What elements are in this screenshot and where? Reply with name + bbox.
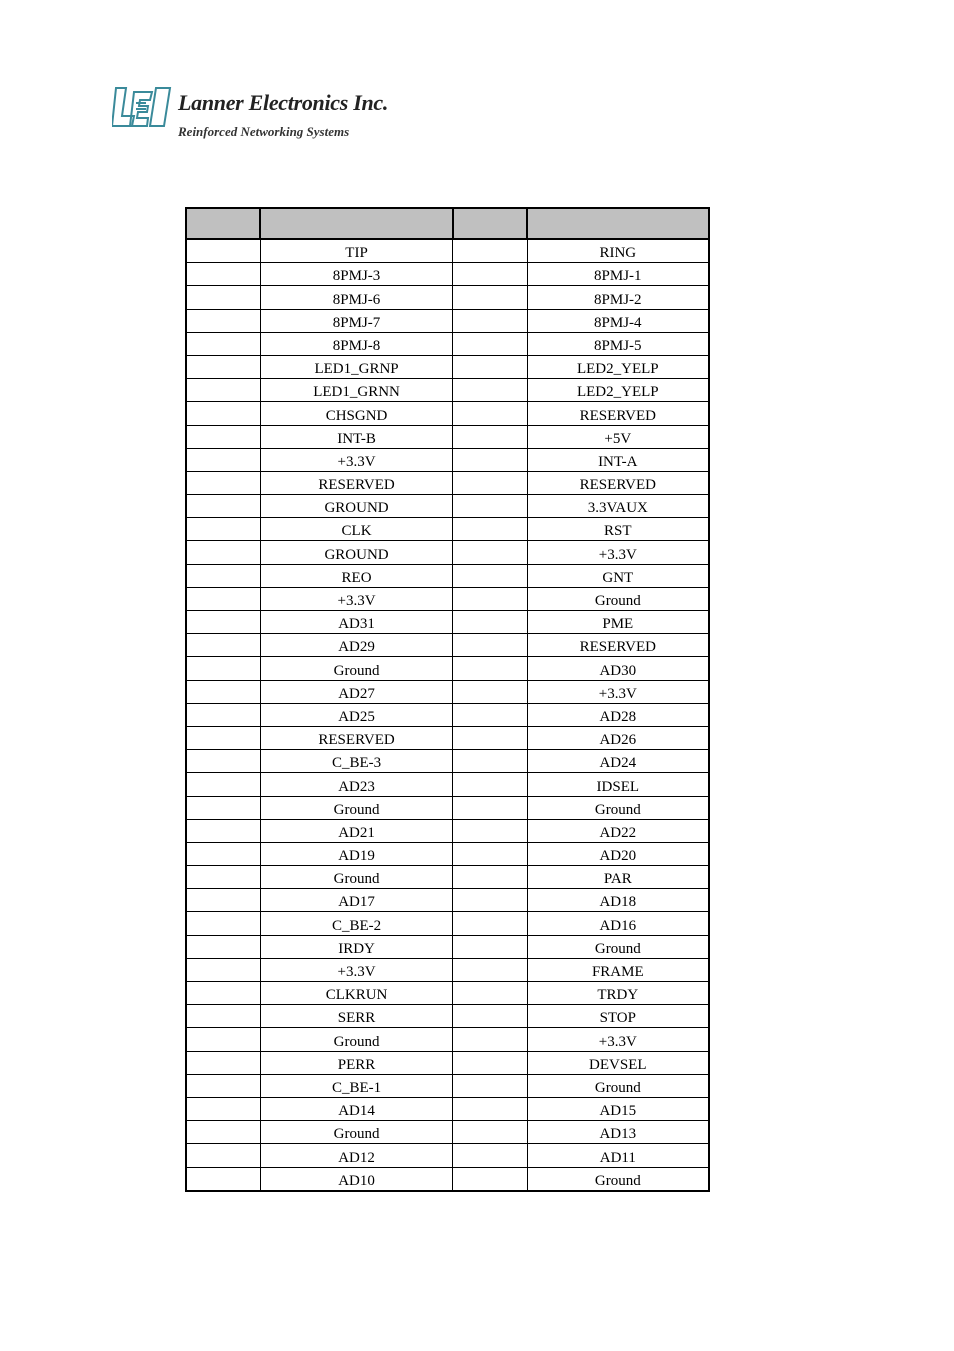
table-cell: IRDY [260, 935, 453, 958]
table-cell [453, 587, 527, 610]
table-row [186, 1144, 709, 1167]
table-cell [453, 541, 527, 564]
table-cell: AD21 [260, 819, 453, 842]
table-cell: Ground [527, 935, 709, 958]
table-cell [453, 750, 527, 773]
table-row [186, 448, 709, 471]
table-cell [453, 309, 527, 332]
table-cell: INT-A [527, 448, 709, 471]
table-cell: CLKRUN [260, 982, 453, 1005]
table-cell [186, 726, 260, 749]
table-row [186, 935, 709, 958]
table-row [186, 332, 709, 355]
header-cell [453, 208, 527, 239]
table-cell [453, 1144, 527, 1167]
table-cell: GROUND [260, 541, 453, 564]
table-row [186, 842, 709, 865]
table-cell: AD16 [527, 912, 709, 935]
table-cell [453, 448, 527, 471]
table-cell: 8PMJ-6 [260, 286, 453, 309]
table-cell [186, 263, 260, 286]
table-cell [186, 1144, 260, 1167]
table-cell [186, 518, 260, 541]
table-cell: PERR [260, 1051, 453, 1074]
table-cell [453, 1051, 527, 1074]
table-cell: AD28 [527, 703, 709, 726]
table-cell: AD30 [527, 657, 709, 680]
table-row [186, 402, 709, 425]
table-cell [453, 819, 527, 842]
table-row [186, 587, 709, 610]
table-cell: AD26 [527, 726, 709, 749]
table-cell: FRAME [527, 958, 709, 981]
table-cell: AD12 [260, 1144, 453, 1167]
table-cell: SERR [260, 1005, 453, 1028]
table-row [186, 889, 709, 912]
table-row [186, 912, 709, 935]
table-row [186, 1167, 709, 1191]
table-cell: AD22 [527, 819, 709, 842]
table-cell: C_BE-3 [260, 750, 453, 773]
table-cell [186, 1028, 260, 1051]
table-cell: AD14 [260, 1097, 453, 1120]
table-cell [186, 564, 260, 587]
table-row [186, 773, 709, 796]
table-cell [453, 1097, 527, 1120]
table-cell [186, 309, 260, 332]
table-cell: Ground [527, 587, 709, 610]
table-cell [453, 263, 527, 286]
table-cell: AD25 [260, 703, 453, 726]
table-cell: AD29 [260, 634, 453, 657]
table-cell [186, 332, 260, 355]
table-cell [186, 750, 260, 773]
table-cell [453, 518, 527, 541]
table-cell: 3.3VAUX [527, 495, 709, 518]
table-cell: AD10 [260, 1167, 453, 1191]
table-row [186, 518, 709, 541]
table-cell: AD19 [260, 842, 453, 865]
table-cell: RESERVED [527, 471, 709, 494]
table-cell [453, 912, 527, 935]
table-cell: 8PMJ-3 [260, 263, 453, 286]
table-row [186, 982, 709, 1005]
table-cell: LED1_GRNP [260, 355, 453, 378]
table-cell [186, 1074, 260, 1097]
table-cell: AD13 [527, 1121, 709, 1144]
table-cell [186, 448, 260, 471]
table-cell: PME [527, 611, 709, 634]
table-cell: LED2_YELP [527, 355, 709, 378]
table-cell: +3.3V [527, 541, 709, 564]
table-cell [186, 402, 260, 425]
table-cell [453, 355, 527, 378]
table-cell [186, 703, 260, 726]
table-cell: CHSGND [260, 402, 453, 425]
table-cell [186, 587, 260, 610]
table-cell [453, 680, 527, 703]
table-row [186, 355, 709, 378]
table-cell: AD20 [527, 842, 709, 865]
table-cell [453, 842, 527, 865]
table-cell [186, 958, 260, 981]
table-cell: REO [260, 564, 453, 587]
table-row [186, 634, 709, 657]
table-cell: Ground [527, 1074, 709, 1097]
table-cell: LED2_YELP [527, 379, 709, 402]
table-cell: TIP [260, 239, 453, 263]
table-cell [186, 982, 260, 1005]
table-cell [453, 286, 527, 309]
table-cell: Ground [527, 796, 709, 819]
table-cell: CLK [260, 518, 453, 541]
table-row [186, 703, 709, 726]
table-row [186, 239, 709, 263]
table-cell: GROUND [260, 495, 453, 518]
table-cell [453, 1121, 527, 1144]
table-cell: Ground [260, 866, 453, 889]
table-cell [186, 355, 260, 378]
table-cell [186, 1051, 260, 1074]
table-cell: RESERVED [527, 402, 709, 425]
table-cell [453, 1028, 527, 1051]
table-cell [453, 634, 527, 657]
company-header [112, 86, 412, 146]
table-cell: 8PMJ-7 [260, 309, 453, 332]
table-cell [453, 332, 527, 355]
table-cell: +3.3V [260, 448, 453, 471]
table-cell: DEVSEL [527, 1051, 709, 1074]
table-row [186, 286, 709, 309]
table-cell: AD31 [260, 611, 453, 634]
pin-assignment-table [185, 207, 710, 1192]
table-cell [186, 796, 260, 819]
table-row [186, 866, 709, 889]
table-row [186, 958, 709, 981]
table-row [186, 495, 709, 518]
table-cell [453, 611, 527, 634]
table-row [186, 379, 709, 402]
company-name: Lanner Electronics Inc. [178, 90, 389, 115]
table-row [186, 541, 709, 564]
table-cell: Ground [260, 796, 453, 819]
table-cell [453, 935, 527, 958]
table-cell: C_BE-2 [260, 912, 453, 935]
table-cell: 8PMJ-4 [527, 309, 709, 332]
table-cell [186, 657, 260, 680]
table-cell [453, 425, 527, 448]
table-row [186, 1051, 709, 1074]
table-header-row [186, 208, 709, 239]
table-cell [186, 495, 260, 518]
header-cell [260, 208, 453, 239]
table-cell [453, 1167, 527, 1191]
table-cell [186, 773, 260, 796]
company-tagline: Reinforced Networking Systems [178, 124, 350, 139]
table-cell: RESERVED [260, 471, 453, 494]
table-cell: +3.3V [260, 587, 453, 610]
table-cell: +3.3V [260, 958, 453, 981]
table-cell: TRDY [527, 982, 709, 1005]
table-cell [186, 611, 260, 634]
table-cell: 8PMJ-8 [260, 332, 453, 355]
table-cell: PAR [527, 866, 709, 889]
table-cell [453, 379, 527, 402]
table-cell [186, 912, 260, 935]
table-cell: AD11 [527, 1144, 709, 1167]
table-cell [453, 889, 527, 912]
table-cell [186, 471, 260, 494]
table-cell [186, 379, 260, 402]
table-cell: AD18 [527, 889, 709, 912]
table-row [186, 1097, 709, 1120]
table-cell: 8PMJ-2 [527, 286, 709, 309]
table-cell [453, 471, 527, 494]
table-cell: 8PMJ-1 [527, 263, 709, 286]
table-cell [186, 842, 260, 865]
table-cell [453, 564, 527, 587]
table-cell: 8PMJ-5 [527, 332, 709, 355]
table-row [186, 564, 709, 587]
table-row [186, 819, 709, 842]
table-row [186, 1121, 709, 1144]
table-row [186, 726, 709, 749]
table-row [186, 425, 709, 448]
table-row [186, 263, 709, 286]
table-cell [453, 726, 527, 749]
table-cell [186, 541, 260, 564]
table-cell [453, 982, 527, 1005]
table-cell [186, 1167, 260, 1191]
table-cell [453, 958, 527, 981]
table-cell: STOP [527, 1005, 709, 1028]
table-cell [453, 495, 527, 518]
table-cell: RST [527, 518, 709, 541]
table-cell: AD27 [260, 680, 453, 703]
table-cell: Ground [260, 657, 453, 680]
table-cell [186, 935, 260, 958]
table-cell: RING [527, 239, 709, 263]
table-cell [186, 1005, 260, 1028]
table-cell: GNT [527, 564, 709, 587]
lei-logo-icon [112, 86, 174, 130]
table-cell [186, 866, 260, 889]
table-cell: Ground [260, 1028, 453, 1051]
table-cell [453, 773, 527, 796]
table-cell: INT-B [260, 425, 453, 448]
table-cell: AD15 [527, 1097, 709, 1120]
table-cell: AD23 [260, 773, 453, 796]
table-cell: AD17 [260, 889, 453, 912]
table-cell [186, 889, 260, 912]
table-row [186, 1074, 709, 1097]
table-row [186, 750, 709, 773]
table-cell [186, 819, 260, 842]
table-cell: RESERVED [527, 634, 709, 657]
table-row [186, 309, 709, 332]
table-cell: +5V [527, 425, 709, 448]
header-cell [527, 208, 709, 239]
table-cell [186, 425, 260, 448]
table-cell: Ground [260, 1121, 453, 1144]
table-cell [453, 402, 527, 425]
table-row [186, 471, 709, 494]
table-cell: LED1_GRNN [260, 379, 453, 402]
table-cell [186, 239, 260, 263]
table-cell [453, 657, 527, 680]
table-cell [186, 634, 260, 657]
table-cell [453, 239, 527, 263]
table-cell [453, 703, 527, 726]
table-cell [186, 1121, 260, 1144]
table-cell: AD24 [527, 750, 709, 773]
table-cell [453, 866, 527, 889]
table-cell: RESERVED [260, 726, 453, 749]
table-row [186, 1005, 709, 1028]
table-row [186, 796, 709, 819]
table-row [186, 611, 709, 634]
header-cell [186, 208, 260, 239]
table-cell: +3.3V [527, 1028, 709, 1051]
table-cell [186, 286, 260, 309]
table-row [186, 1028, 709, 1051]
table-cell: Ground [527, 1167, 709, 1191]
table-cell: C_BE-1 [260, 1074, 453, 1097]
table-cell: IDSEL [527, 773, 709, 796]
table-cell [453, 796, 527, 819]
table-cell [453, 1074, 527, 1097]
table-cell: +3.3V [527, 680, 709, 703]
table-cell [186, 680, 260, 703]
table-cell [453, 1005, 527, 1028]
table-row [186, 680, 709, 703]
table-row [186, 657, 709, 680]
table-cell [186, 1097, 260, 1120]
